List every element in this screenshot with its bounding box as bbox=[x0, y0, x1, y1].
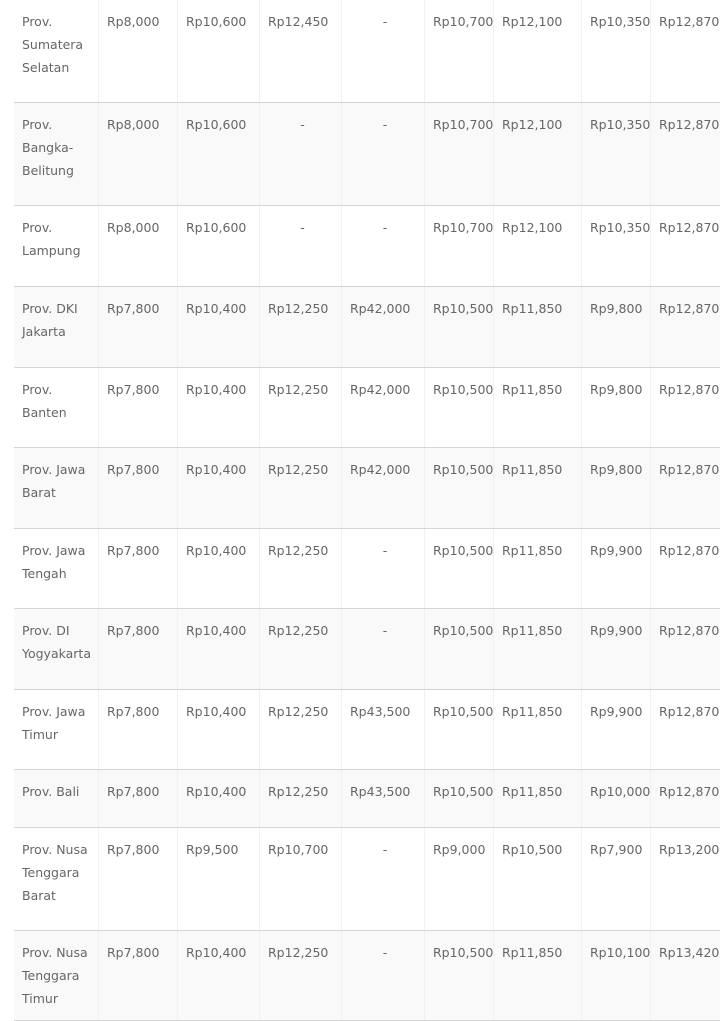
price-cell: - bbox=[259, 206, 341, 286]
price-cell: Rp10,500 bbox=[424, 690, 493, 769]
table-row bbox=[14, 368, 720, 448]
price-cell: Rp12,870 bbox=[650, 448, 720, 528]
price-cell: Rp10,500 bbox=[493, 828, 581, 930]
price-cell: Rp8,000 bbox=[98, 206, 177, 286]
price-cell: Rp9,900 bbox=[581, 690, 650, 769]
province-cell: Prov. Jawa Timur bbox=[22, 704, 86, 742]
price-cell: Rp7,800 bbox=[98, 287, 177, 367]
price-cell: Rp10,400 bbox=[177, 287, 259, 367]
price-cell: Rp7,800 bbox=[98, 931, 177, 1020]
price-cell: Rp11,850 bbox=[493, 529, 581, 608]
price-cell: Rp10,400 bbox=[177, 931, 259, 1020]
price-cell: Rp12,450 bbox=[259, 0, 341, 102]
price-cell: Rp12,870 bbox=[650, 206, 720, 286]
price-cell: Rp11,850 bbox=[493, 690, 581, 769]
table-row bbox=[14, 448, 720, 529]
price-cell: Rp10,500 bbox=[424, 287, 493, 367]
province-cell: Prov. Nusa Tenggara Barat bbox=[22, 842, 88, 903]
province-cell: Prov. Sumatera Selatan bbox=[22, 14, 84, 75]
price-cell: - bbox=[341, 0, 424, 102]
price-cell: Rp12,870 bbox=[650, 690, 720, 769]
price-cell: Rp12,870 bbox=[650, 103, 720, 205]
price-cell: - bbox=[341, 529, 424, 608]
price-cell: Rp10,500 bbox=[424, 609, 493, 689]
price-cell: Rp10,100 bbox=[581, 931, 650, 1020]
price-cell: Rp43,500 bbox=[341, 690, 424, 769]
price-cell: Rp12,100 bbox=[493, 103, 581, 205]
price-cell: Rp7,900 bbox=[581, 828, 650, 930]
table-row bbox=[14, 0, 720, 103]
price-cell: Rp12,250 bbox=[259, 609, 341, 689]
price-cell: Rp10,400 bbox=[177, 448, 259, 528]
price-cell: Rp9,800 bbox=[581, 448, 650, 528]
price-cell: Rp10,350 bbox=[581, 103, 650, 205]
price-cell: Rp9,800 bbox=[581, 287, 650, 367]
price-cell: Rp8,000 bbox=[98, 0, 177, 102]
price-cell: Rp9,900 bbox=[581, 609, 650, 689]
table-row bbox=[14, 828, 720, 931]
price-cell: - bbox=[341, 828, 424, 930]
price-cell: Rp42,000 bbox=[341, 287, 424, 367]
price-cell: Rp7,800 bbox=[98, 368, 177, 447]
table-row bbox=[14, 609, 720, 690]
province-cell: Prov. DI Yogyakarta bbox=[22, 623, 91, 661]
price-cell: - bbox=[259, 103, 341, 205]
price-cell: Rp7,800 bbox=[98, 690, 177, 769]
price-cell: Rp10,700 bbox=[424, 206, 493, 286]
price-cell: Rp42,000 bbox=[341, 448, 424, 528]
price-cell: Rp7,800 bbox=[98, 828, 177, 930]
price-cell: Rp10,400 bbox=[177, 529, 259, 608]
price-cell: Rp11,850 bbox=[493, 931, 581, 1020]
price-cell: Rp9,500 bbox=[177, 828, 259, 930]
table-row bbox=[14, 103, 720, 206]
price-cell: Rp12,250 bbox=[259, 931, 341, 1020]
price-cell: Rp10,400 bbox=[177, 368, 259, 447]
price-cell: Rp7,800 bbox=[98, 609, 177, 689]
price-cell: Rp42,000 bbox=[341, 368, 424, 447]
price-cell: Rp10,350 bbox=[581, 206, 650, 286]
price-cell: Rp10,400 bbox=[177, 609, 259, 689]
price-cell: Rp12,250 bbox=[259, 690, 341, 769]
province-cell: Prov. Lampung bbox=[22, 220, 81, 258]
price-cell: - bbox=[341, 609, 424, 689]
price-cell: Rp7,800 bbox=[98, 529, 177, 608]
price-cell: Rp11,850 bbox=[493, 770, 581, 827]
table-row bbox=[14, 770, 720, 828]
price-cell: Rp10,400 bbox=[177, 690, 259, 769]
price-cell: Rp12,250 bbox=[259, 287, 341, 367]
province-cell: Prov. Bali bbox=[22, 784, 80, 799]
price-cell: Rp12,870 bbox=[650, 0, 720, 102]
price-cell: Rp10,500 bbox=[424, 368, 493, 447]
price-cell: Rp12,100 bbox=[493, 0, 581, 102]
table-row bbox=[14, 287, 720, 368]
price-cell: Rp10,700 bbox=[424, 0, 493, 102]
price-cell: Rp13,420 bbox=[650, 931, 720, 1020]
table-row bbox=[14, 529, 720, 609]
price-cell: Rp8,000 bbox=[98, 103, 177, 205]
price-cell: Rp9,000 bbox=[424, 828, 493, 930]
price-cell: Rp13,200 bbox=[650, 828, 720, 930]
price-cell: Rp9,800 bbox=[581, 368, 650, 447]
price-cell: Rp12,250 bbox=[259, 770, 341, 827]
price-cell: Rp12,250 bbox=[259, 529, 341, 608]
price-cell: Rp11,850 bbox=[493, 368, 581, 447]
price-cell: Rp10,500 bbox=[424, 529, 493, 608]
price-cell: Rp10,500 bbox=[424, 931, 493, 1020]
province-cell: Prov. Bangka-Belitung bbox=[22, 117, 74, 178]
price-cell: Rp11,850 bbox=[493, 609, 581, 689]
province-cell: Prov. Jawa Barat bbox=[22, 462, 86, 500]
table-row bbox=[14, 931, 720, 1021]
table-row bbox=[14, 206, 720, 287]
price-cell: Rp12,870 bbox=[650, 770, 720, 827]
price-cell: Rp12,100 bbox=[493, 206, 581, 286]
price-cell: Rp10,600 bbox=[177, 0, 259, 102]
price-cell: Rp7,800 bbox=[98, 448, 177, 528]
price-cell: Rp11,850 bbox=[493, 448, 581, 528]
price-cell: Rp10,700 bbox=[259, 828, 341, 930]
price-cell: Rp12,870 bbox=[650, 609, 720, 689]
price-cell: - bbox=[341, 931, 424, 1020]
province-cell: Prov. Jawa Tengah bbox=[22, 543, 86, 581]
province-cell: Prov. Banten bbox=[22, 382, 67, 420]
table-row bbox=[14, 690, 720, 770]
price-cell: Rp43,500 bbox=[341, 770, 424, 827]
price-cell: Rp10,000 bbox=[581, 770, 650, 827]
price-cell: Rp10,500 bbox=[424, 448, 493, 528]
price-cell: - bbox=[341, 206, 424, 286]
price-cell: Rp10,600 bbox=[177, 103, 259, 205]
price-cell: Rp9,900 bbox=[581, 529, 650, 608]
price-cell: - bbox=[341, 103, 424, 205]
price-cell: Rp12,250 bbox=[259, 368, 341, 447]
province-cell: Prov. Nusa Tenggara Timur bbox=[22, 945, 88, 1006]
price-cell: Rp10,600 bbox=[177, 206, 259, 286]
province-cell: Prov. DKI Jakarta bbox=[22, 301, 78, 339]
price-cell: Rp12,870 bbox=[650, 529, 720, 608]
price-cell: Rp11,850 bbox=[493, 287, 581, 367]
price-cell: Rp12,870 bbox=[650, 287, 720, 367]
price-cell: Rp10,400 bbox=[177, 770, 259, 827]
price-cell: Rp7,800 bbox=[98, 770, 177, 827]
price-cell: Rp10,350 bbox=[581, 0, 650, 102]
price-cell: Rp12,870 bbox=[650, 368, 720, 447]
price-cell: Rp12,250 bbox=[259, 448, 341, 528]
fuel-price-table bbox=[14, 0, 720, 1021]
price-cell: Rp10,500 bbox=[424, 770, 493, 827]
price-cell: Rp10,700 bbox=[424, 103, 493, 205]
